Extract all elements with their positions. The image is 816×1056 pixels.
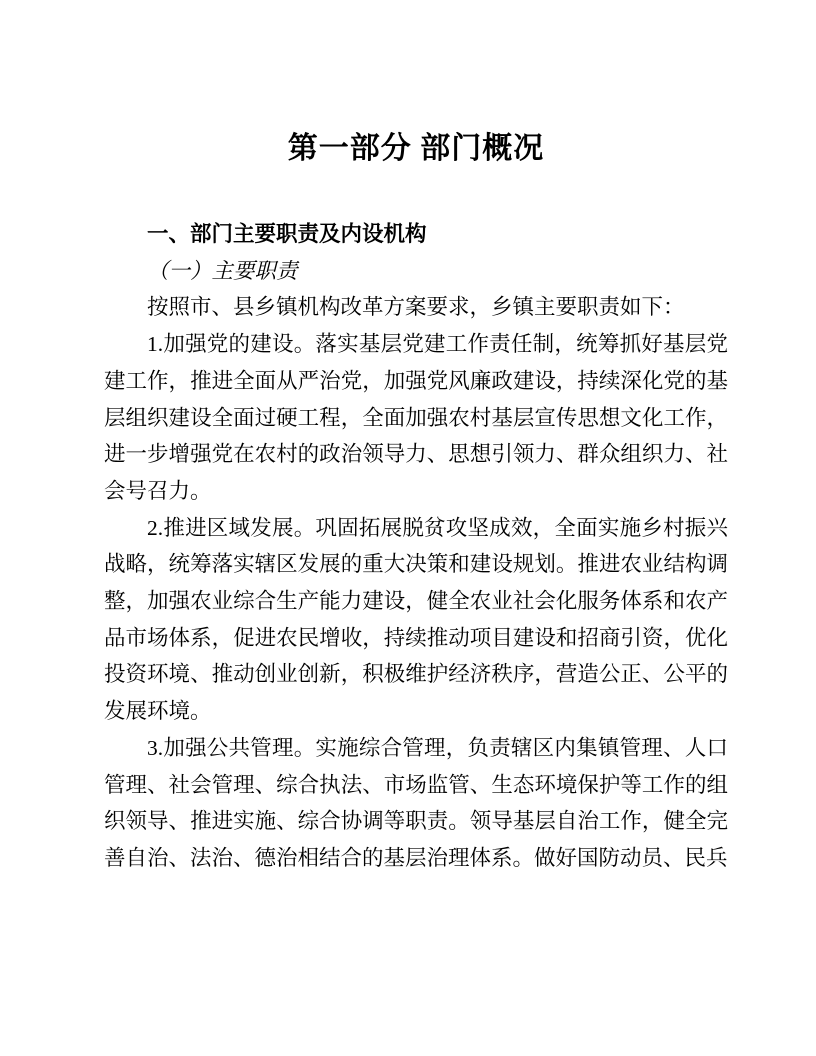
paragraph-public-administration: 3.加强公共管理。实施综合管理，负责辖区内集镇管理、人口管理、社会管理、综合执法、市场监管、生态环境保护等工作的组织领导、推进实施、综合协调等职责。领导基层自治工作，健全完善自治、法治、德治相结合的基层治理体系。做好国防动员、民兵 — [104, 735, 728, 870]
paragraph-intro: 按照市、县乡镇机构改革方案要求，乡镇主要职责如下： — [147, 295, 685, 320]
paragraph-party-building: 1.加强党的建设。落实基层党建工作责任制，统筹抓好基层党建工作，推进全面从严治党，加强党风廉政建设，持续深化党的基层组织建设全面过硬工程，全面加强农村基层宣传思想文化工作，进一步增强党在农村的政治领导力、思想引领力、群众组织力、社会号召力。 — [104, 332, 728, 503]
section-heading: 一、部门主要职责及内设机构 — [147, 222, 427, 246]
paragraph-regional-development: 2.推进区域发展。巩固拓展脱贫攻坚成效，全面实施乡村振兴战略，统筹落实辖区发展的重大决策和建设规划。推进农业结构调整，加强农业综合生产能力建设，健全农业社会化服务体系和农产品市场体系，促进农民增收，持续推动项目建设和招商引资，优化投资环境、推动创业创新，积极维护经济秩序，营造公正、公平的发展环境。 — [104, 515, 728, 724]
document-body — [104, 216, 728, 877]
page-title: 第一部分 部门概况 — [287, 132, 545, 165]
subsection-heading: （一）主要职责 — [147, 258, 298, 283]
